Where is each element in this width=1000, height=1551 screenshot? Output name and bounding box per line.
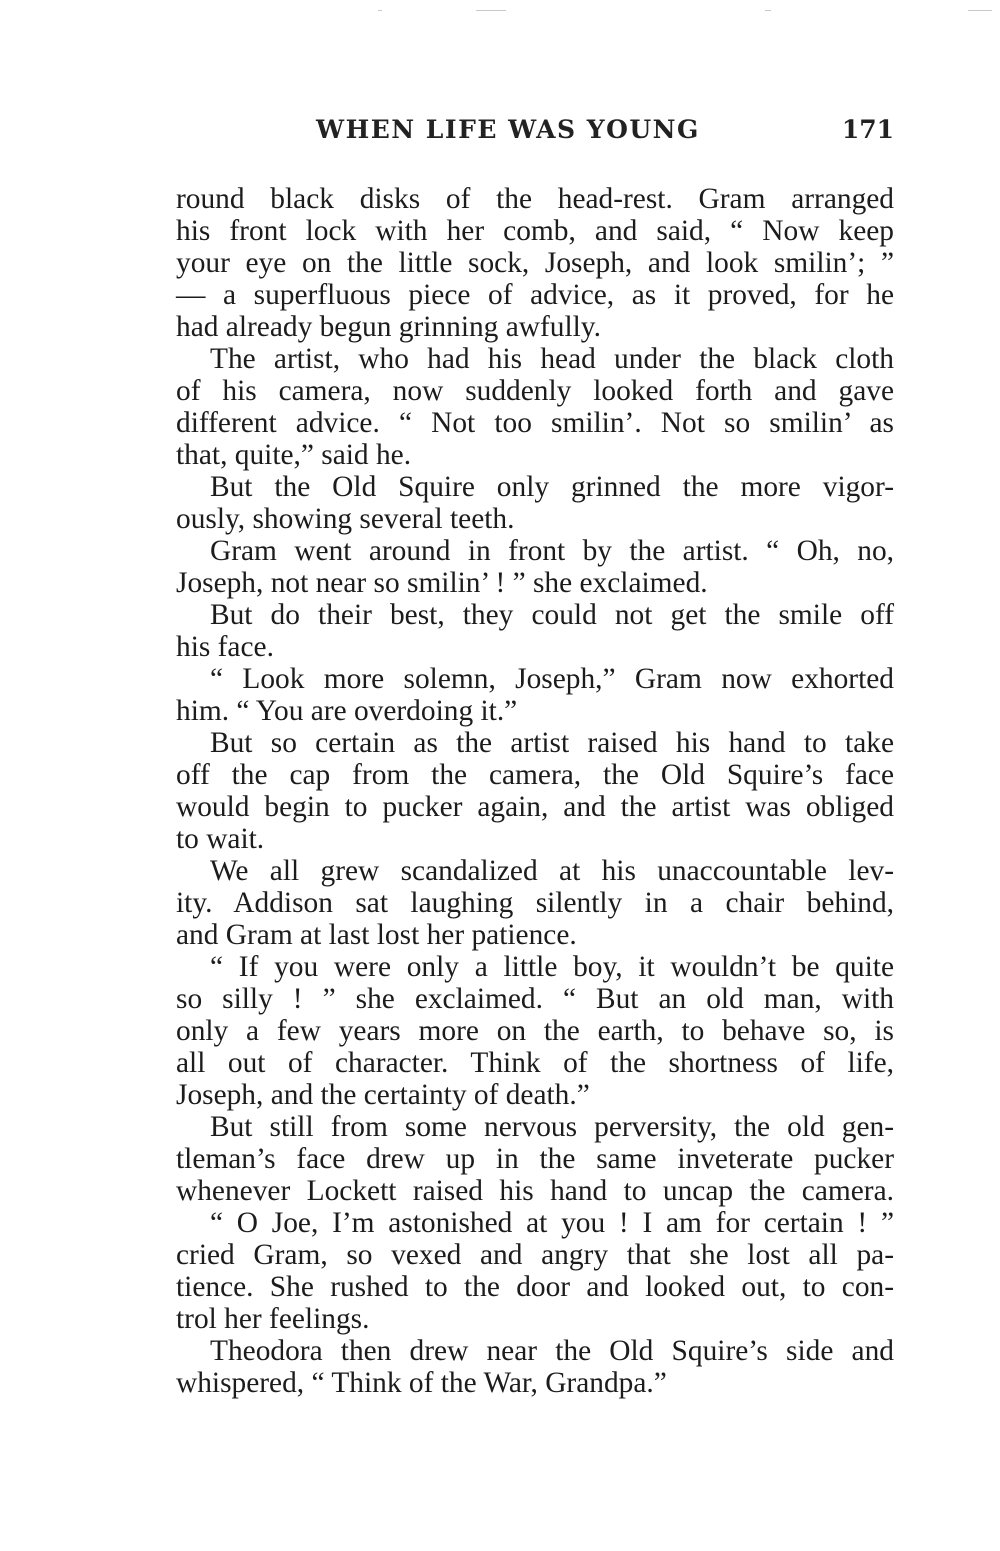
text-line: Joseph, not near so smilin’ ! ” she exclaimed. [176,567,708,599]
text-line: But still from some nervous perversity, the old gen- [210,1111,894,1143]
text-line: round black disks of the head-rest. Gram arranged [176,183,894,215]
text-line: The artist, who had his head under the black cloth [210,343,894,375]
text-line: Theodora then drew near the Old Squire’s side and [210,1335,894,1367]
text-line: tience. She rushed to the door and looked out, to con- [176,1271,894,1303]
text-line: Joseph, and the certainty of death.” [176,1079,590,1111]
text-line: to wait. [176,823,265,855]
text-line: off the cap from the camera, the Old Squire’s face [176,759,894,791]
page-header [316,112,894,152]
scan-speck [476,10,506,11]
text-line: your eye on the little sock, Joseph, and look smilin’; ” [176,247,894,279]
text-line: his face. [176,631,274,663]
text-line: and Gram at last lost her patience. [176,919,577,951]
scan-speck [765,10,771,11]
text-line: cried Gram, so vexed and angry that she lost all pa- [176,1239,894,1271]
text-line: We all grew scandalized at his unaccountable lev- [210,855,894,887]
text-line: had already begun grinning awfully. [176,311,601,343]
text-line: different advice. “ Not too smilin’. Not so smilin’ as [176,407,894,439]
text-line: Gram went around in front by the artist. “ Oh, no, [210,535,894,567]
text-line: ity. Addison sat laughing silently in a chair behind, [176,887,894,919]
text-line: — a superfluous piece of advice, as it proved, for he [176,279,894,311]
scan-speck [378,10,382,11]
text-line: “ O Joe, I’m astonished at you ! I am for certain ! ” [210,1207,894,1239]
text-line: tleman’s face drew up in the same inveterate pucker [176,1143,894,1175]
text-line: him. “ You are overdoing it.” [176,695,518,727]
text-line: But do their best, they could not get the smile off [210,599,894,631]
text-line: of his camera, now suddenly looked forth and gave [176,375,894,407]
text-line: ously, showing several teeth. [176,503,515,535]
text-line: all out of character. Think of the shortness of life, [176,1047,894,1079]
text-line: his front lock with her comb, and said, “ Now keep [176,215,894,247]
text-line: would begin to pucker again, and the artist was obliged [176,791,894,823]
body-text [176,183,894,1399]
text-line: But the Old Squire only grinned the more vigor- [210,471,894,503]
text-line: that, quite,” said he. [176,439,412,471]
running-title: WHEN LIFE WAS YOUNG [316,115,700,144]
text-line: whenever Lockett raised his hand to uncap the camera. [176,1175,894,1207]
scan-speck [968,10,992,11]
text-line: But so certain as the artist raised his hand to take [210,727,894,759]
page-number: 171 [841,115,894,144]
text-line: trol her feelings. [176,1303,370,1335]
text-line: “ Look more solemn, Joseph,” Gram now exhorted [210,663,894,695]
text-line: so silly ! ” she exclaimed. “ But an old man, with [176,983,894,1015]
text-line: “ If you were only a little boy, it wouldn’t be quite [210,951,894,983]
text-line: only a few years more on the earth, to behave so, is [176,1015,894,1047]
text-line: whispered, “ Think of the War, Grandpa.” [176,1367,667,1399]
